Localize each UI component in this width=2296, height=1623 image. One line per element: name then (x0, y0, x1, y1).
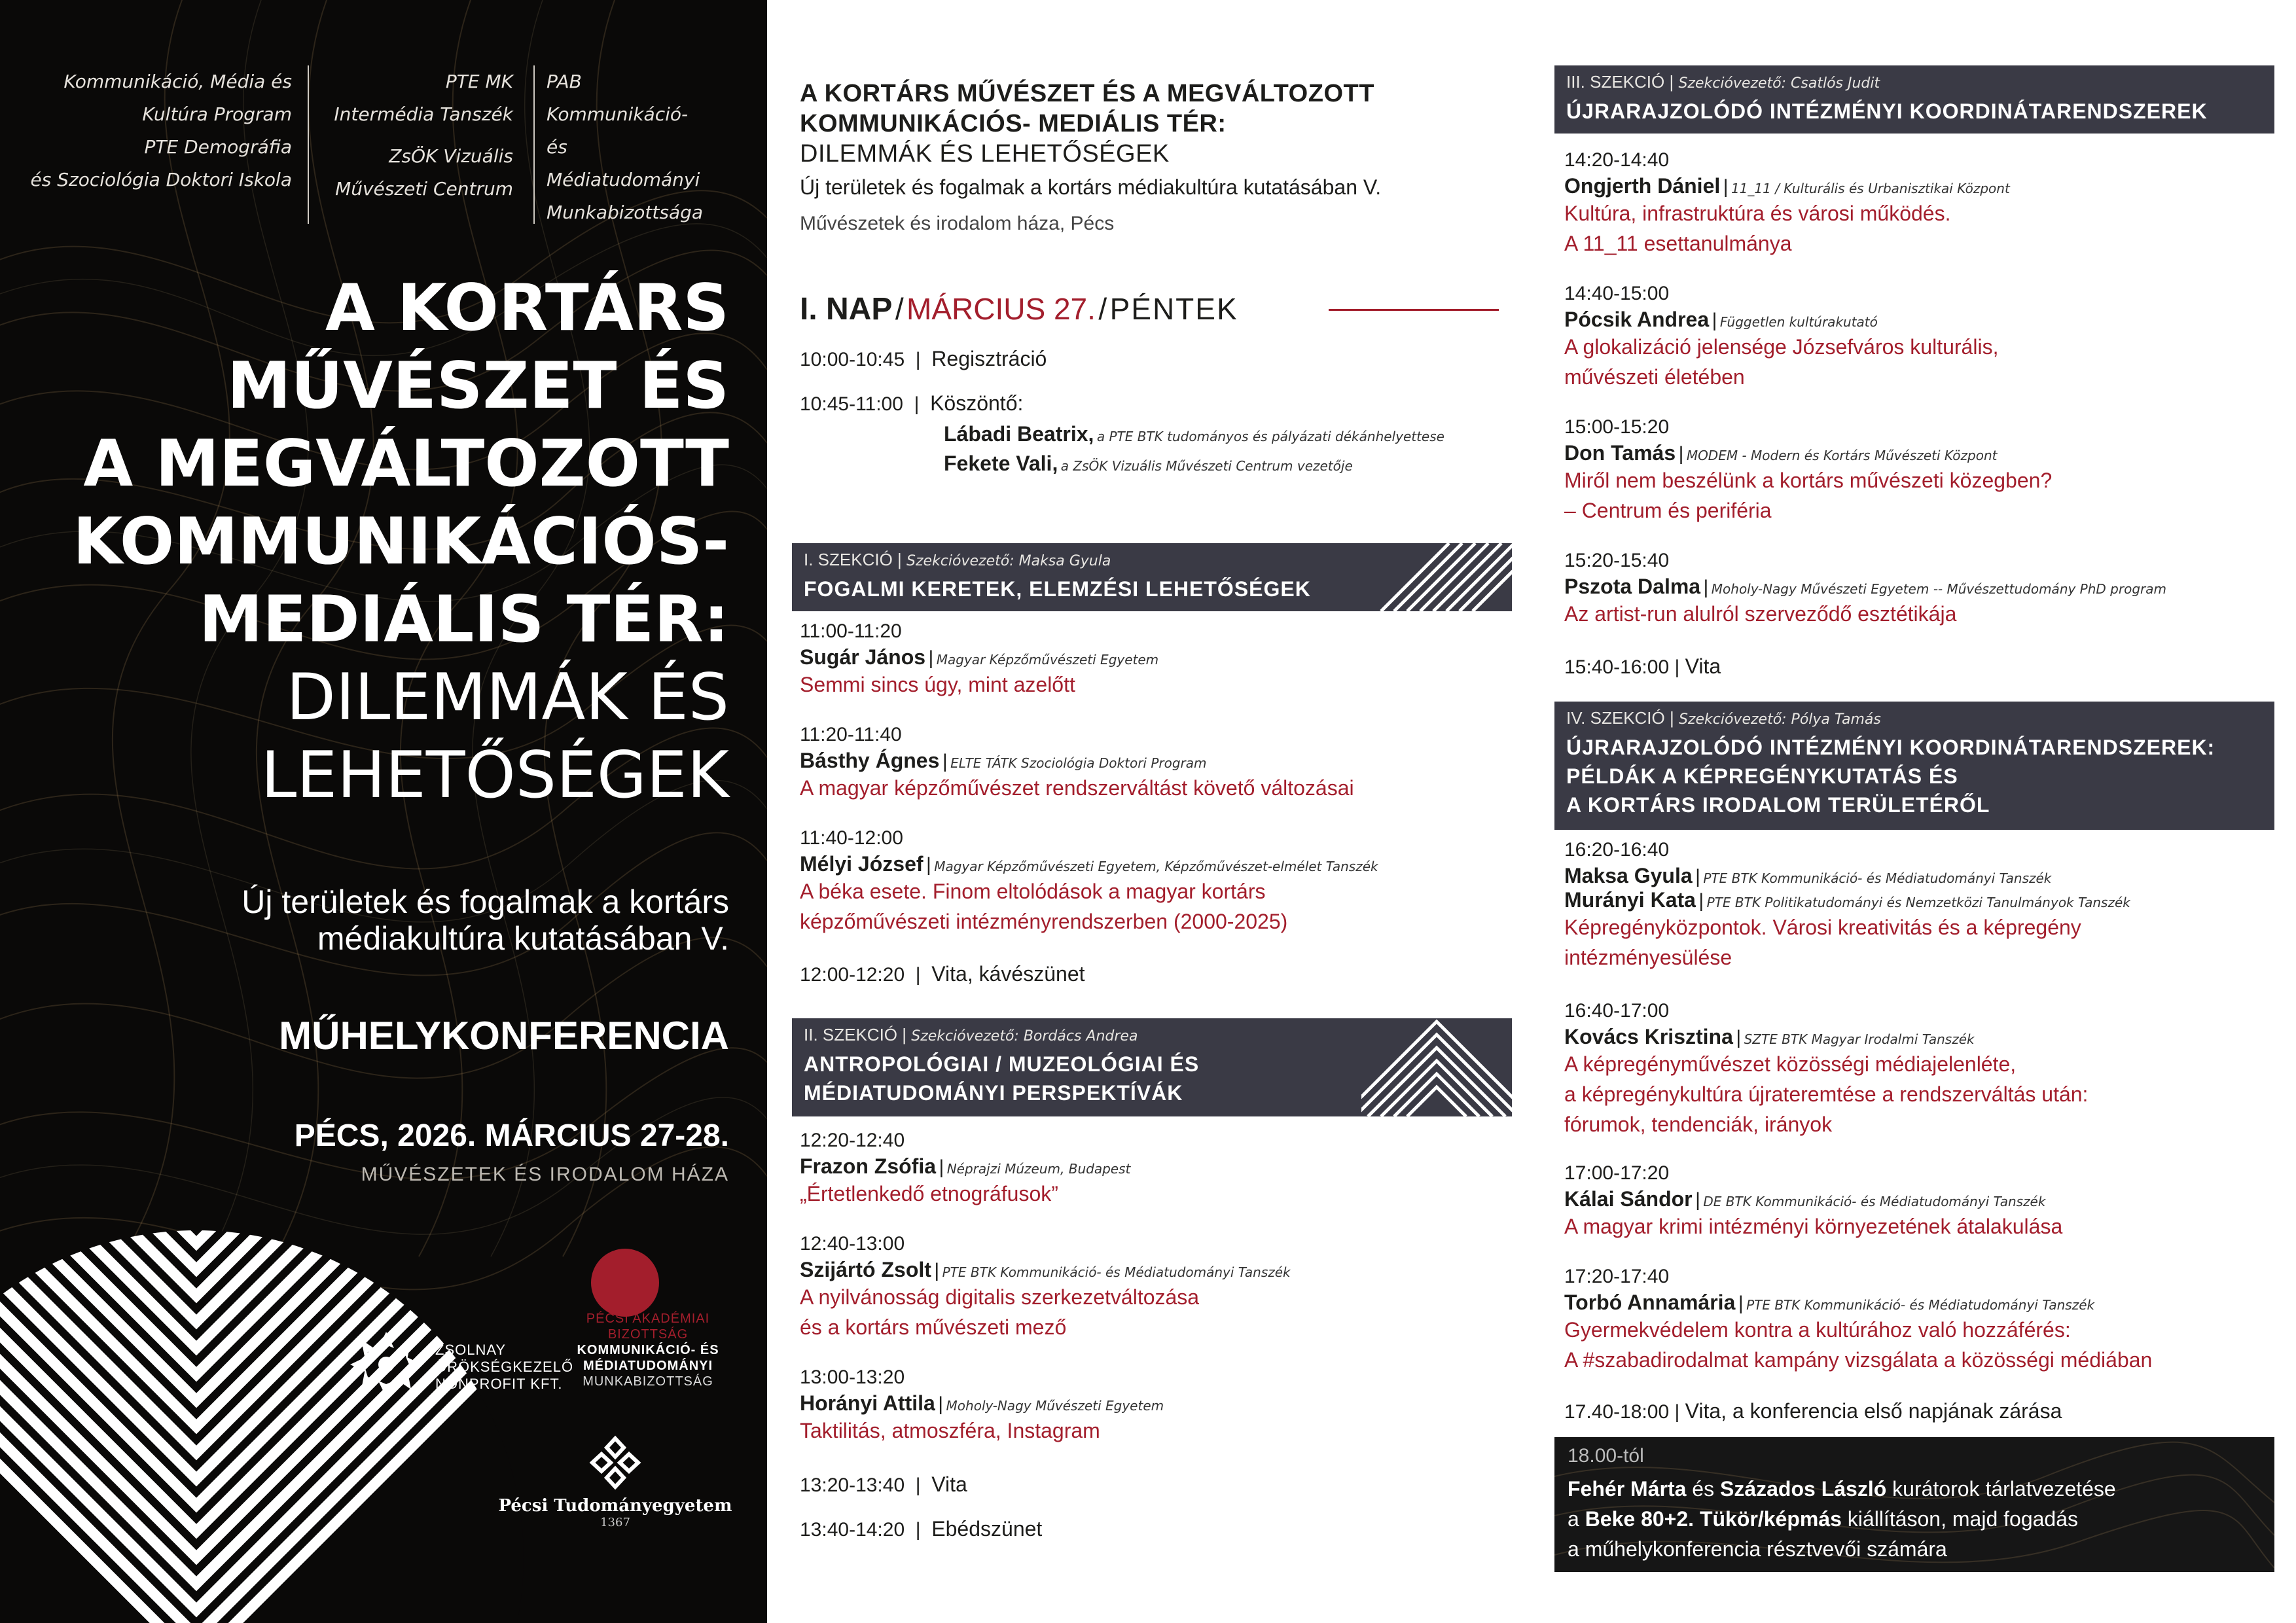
header-title-line: KOMMUNIKÁCIÓS- MEDIÁLIS TÉR: (800, 110, 1227, 137)
curator-name: Fehér Márta (1568, 1477, 1687, 1501)
section-title: A KORTÁRS IRODALOM TERÜLETÉRŐL (1566, 793, 1990, 817)
slot-text: Vita, a konferencia első napjának zárása (1685, 1399, 2062, 1423)
time-slot: 17:00-17:20 (1564, 1162, 1670, 1184)
talk-title: Kultúra, infrastruktúra és városi működés. (1564, 202, 1951, 225)
section-title: ÚJRARAJZOLÓDÓ INTÉZMÉNYI KOORDINÁTARENDSZEREK: (1566, 736, 2215, 759)
org-line: Kultúra Program (142, 103, 292, 125)
talk-title: Gyermekvédelem kontra a kultúrához való hozzáférés: (1564, 1318, 2071, 1342)
time-slot: 11:40-12:00 (800, 827, 903, 849)
evening-text-part: kiállításon, majd fogadás (1841, 1507, 2078, 1531)
talk-title: művészeti életében (1564, 365, 1745, 389)
section-label: IV. SZEKCIÓ (1566, 708, 1665, 728)
speaker-affiliation: Moholy-Nagy Művészeti Egyetem -- Művészettudomány PhD program (1711, 581, 2166, 597)
speaker-name: Básthy Ágnes (800, 749, 940, 772)
speaker-name: Lábadi Beatrix, (944, 422, 1094, 446)
talk-entry: 12:20-12:40 Frazon Zsófia | Néprajzi Múzeum, Budapest „Értetlenkedő etnográfusok” (800, 1130, 1130, 1209)
talk-entry: 17:20-17:40 Torbó Annamária | PTE BTK Kommunikáció- és Médiatudományi Tanszék Gyermekvédelem kontra a kultúrához való hozzáférés: A #szabadirodalmat kampány vizsgálata a közösségi médiában (1564, 1266, 2152, 1375)
org-line: PTE MK (445, 71, 513, 92)
time-slot: 13:00-13:20 (800, 1366, 905, 1388)
organizer-pab (547, 65, 723, 229)
poster-title-line: MŰVÉSZET ÉS (227, 349, 729, 423)
event-dates: PÉCS, 2026. MÁRCIUS 27-28. (294, 1118, 729, 1153)
organizer-kmk-program (0, 65, 292, 196)
time-slot: 11:00-11:20 (800, 620, 902, 642)
pte-logo (497, 1433, 733, 1529)
pab-circle-icon (589, 1247, 661, 1319)
evening-text-part: kurátorok tárlatvezetése (1886, 1477, 2116, 1501)
poster-title (9, 270, 729, 815)
header-venue: Művészetek és irodalom háza, Pécs (800, 213, 1115, 234)
talk-title: A glokalizáció jelensége Józsefváros kulturális, (1564, 335, 1999, 359)
org-line: PAB Kommunikáció- (547, 71, 689, 125)
talk-title: A magyar képzőművészet rendszerváltást követő változásai (800, 776, 1354, 800)
section-chair: Szekcióvezető: Bordács Andrea (911, 1028, 1138, 1044)
schedule-row: 17.40-18:00 | Vita, a konferencia első napjának zárása (1564, 1399, 2062, 1423)
schedule-row: 12:00-12:20 | Vita, kávészünet (800, 962, 1085, 986)
poster-title-line: A KORTÁRS (325, 271, 729, 346)
day-rule (1329, 309, 1499, 311)
talk-title: „Értetlenkedő etnográfusok” (800, 1182, 1058, 1205)
logo-text: NONPROFIT KFT. (435, 1376, 563, 1392)
slot-text: Vita, kávészünet (931, 962, 1085, 986)
header-title-light: DILEMMÁK ÉS LEHETŐSÉGEK (800, 140, 1170, 168)
header-subtitle: Új területek és fogalmak a kortárs médiakultúra kutatásában V. (800, 175, 1382, 199)
section-title: PÉLDÁK A KÉPREGÉNYKUTATÁS ÉS (1566, 764, 1958, 788)
speaker-name: Horányi Attila (800, 1391, 935, 1415)
section-label: III. SZEKCIÓ (1566, 72, 1665, 92)
poster-title-line: MEDIÁLIS TÉR: (198, 582, 729, 657)
organizer-pte-mk (321, 65, 513, 205)
evening-time: 18.00-tól (1568, 1445, 1644, 1467)
talk-title: A magyar krimi intézményi környezetének átalakulása (1564, 1215, 2063, 1238)
logo-text: ZSOLNAY (435, 1342, 507, 1358)
time-slot: 14:40-15:00 (1564, 283, 1670, 304)
logo-text: PÉCSI AKADÉMIAI (586, 1311, 710, 1326)
section-label: II. SZEKCIÓ (804, 1025, 898, 1044)
speaker-affiliation: PTE BTK Kommunikáció- és Médiatudományi Tanszék (942, 1264, 1291, 1280)
speaker-name: Ongjerth Dániel (1564, 174, 1721, 198)
schedule-row: 13:40-14:20 | Ebédszünet (800, 1517, 1043, 1541)
org-line: és Médiatudományi (547, 136, 700, 190)
workshop-label: MŰHELYKONFERENCIA (279, 1014, 729, 1058)
day-date: MÁRCIUS 27. (906, 292, 1096, 326)
greeter-row (944, 422, 1444, 446)
talk-title: A béka esete. Finom eltolódások a magyar kortárs (800, 880, 1266, 903)
time-slot: 14:20-14:40 (1564, 149, 1670, 171)
poster-title-line: DILEMMÁK ÉS (286, 660, 729, 735)
section-label: I. SZEKCIÓ (804, 550, 893, 569)
poster-title-line: A MEGVÁLTOZOTT (83, 427, 729, 501)
time-slot: 12:20-12:40 (800, 1130, 905, 1151)
section-3-bar: III. SZEKCIÓ | Szekcióvezető: Csatlós Judit ÚJRARAJZOLÓDÓ INTÉZMÉNYI KOORDINÁTARENDSZEREK (1554, 65, 2274, 134)
speaker-affiliation: ELTE TÁTK Szociológia Doktori Program (950, 755, 1207, 771)
talk-title: intézményesülése (1564, 946, 1732, 969)
talk-title: képzőművészeti intézményrendszerben (2000-2025) (800, 910, 1288, 933)
speaker-affiliation: SZTE BTK Magyar Irodalmi Tanszék (1744, 1031, 1975, 1047)
evening-text-part: a (1568, 1507, 1585, 1531)
slot-text: Regisztráció (931, 347, 1047, 370)
time-slot: 17.40-18:00 (1564, 1401, 1670, 1423)
logo-text: 1367 (600, 1516, 630, 1529)
talk-title: a képregénykultúra újrateremtése a rendszerváltás után: (1564, 1082, 2089, 1106)
poster-subtitle (242, 883, 729, 957)
logo-text: BIZOTTSÁG (607, 1327, 689, 1342)
org-line: Művészeti Centrum (335, 178, 513, 200)
talk-title: Taktilitás, atmoszféra, Instagram (800, 1419, 1100, 1442)
section-chair: Szekcióvezető: Maksa Gyula (906, 553, 1111, 569)
speaker-name: Mélyi József (800, 852, 924, 876)
logo-text: ÖRÖKSÉGKEZELŐ (435, 1359, 574, 1375)
speaker-name: Kovács Krisztina (1564, 1025, 1733, 1048)
talk-title: – Centrum és periféria (1564, 499, 1772, 522)
speaker-affiliation: a PTE BTK tudományos és pályázati dékánhelyettese (1096, 429, 1444, 444)
speaker-affiliation: Moholy-Nagy Művészeti Egyetem (946, 1398, 1164, 1414)
time-slot: 12:40-13:00 (800, 1233, 905, 1255)
talk-title: Miről nem beszélünk a kortárs művészeti közegben? (1564, 469, 2053, 492)
org-line: ZsÖK Vizuális (389, 145, 513, 167)
speaker-affiliation: 11_11 / Kulturális és Urbanisztikai Központ (1731, 181, 2010, 196)
talk-title: A nyilvánosság digitalis szerkezetváltozása (800, 1285, 1200, 1309)
speaker-affiliation: a ZsÖK Vizuális Művészeti Centrum vezetője (1060, 458, 1353, 474)
org-divider (308, 65, 309, 224)
speaker-name: Szijártó Zsolt (800, 1258, 931, 1281)
talk-entry: 13:00-13:20 Horányi Attila | Moholy-Nagy Művészeti Egyetem Taktilitás, atmoszféra, Instagram (800, 1366, 1164, 1446)
speaker-name: Sugár János (800, 645, 926, 669)
speaker-name: Fekete Vali, (944, 452, 1058, 475)
logo-text: Pécsi Tudományegyetem (498, 1496, 732, 1516)
logo-text: MÉDIATUDOMÁNYI (583, 1359, 713, 1373)
talk-title: Semmi sincs úgy, mint azelőtt (800, 673, 1075, 696)
slot-text: Vita (931, 1472, 967, 1496)
evening-text-part: és (1686, 1477, 1720, 1501)
day-weekday: PÉNTEK (1109, 292, 1238, 326)
section-title: ÚJRARAJZOLÓDÓ INTÉZMÉNYI KOORDINÁTARENDSZEREK (1566, 99, 2208, 123)
time-slot: 10:00-10:45 (800, 349, 905, 370)
section-chair: Szekcióvezető: Pólya Tamás (1678, 711, 1881, 728)
org-divider (533, 65, 535, 224)
slot-text: Vita (1685, 654, 1721, 678)
evening-text-part: a műhelykonferencia résztvevői számára (1568, 1537, 1947, 1561)
org-line: Kommunikáció, Média és (63, 71, 292, 92)
day-separator: / (895, 292, 904, 326)
org-line: Intermédia Tanszék (334, 103, 513, 125)
day-label: I. NAP (800, 292, 893, 327)
speaker-affiliation: PTE BTK Kommunikáció- és Médiatudományi Tanszék (1703, 870, 2052, 886)
section-2-bar: II. SZEKCIÓ | Szekcióvezető: Bordács Andrea ANTROPOLÓGIAI / MUZEOLÓGIAI ÉS MÉDIATUDOMÁNYI PERSPEKTÍVÁK (792, 1018, 1512, 1116)
evening-program-box (1554, 1437, 2274, 1572)
slot-text: Ebédszünet (931, 1517, 1043, 1541)
talk-title: A képregényművészet közösségi médiajelenléte, (1564, 1052, 2017, 1076)
schedule-row: 10:00-10:45 | Regisztráció (800, 347, 1047, 370)
speaker-affiliation: Független kultúrakutató (1719, 314, 1878, 330)
time-slot: 15:00-15:20 (1564, 416, 1670, 438)
time-slot: 11:20-11:40 (800, 724, 902, 745)
zsolnay-star-icon (347, 1329, 425, 1400)
speaker-name: Don Tamás (1564, 441, 1676, 465)
greeter-row (944, 452, 1353, 476)
speaker-name: Pszota Dalma (1564, 575, 1701, 598)
section-title: ANTROPOLÓGIAI / MUZEOLÓGIAI ÉS (804, 1052, 1200, 1076)
evening-text (1568, 1474, 2116, 1564)
slot-text: Köszöntő: (930, 391, 1024, 415)
speaker-affiliation: PTE BTK Politikatudományi és Nemzetközi Tanulmányok Tanszék (1706, 895, 2130, 910)
exhibition-name: Beke 80+2. Tükör/képmás (1585, 1507, 1842, 1531)
speaker-name: Frazon Zsófia (800, 1154, 937, 1178)
speaker-name: Murányi Kata (1564, 888, 1696, 912)
talk-entry: 11:00-11:20 Sugár János | Magyar Képzőművészeti Egyetem Semmi sincs úgy, mint azelőtt (800, 620, 1158, 700)
speaker-affiliation: Magyar Képzőművészeti Egyetem, Képzőművészet-elmélet Tanszék (934, 859, 1378, 874)
talk-entry: 11:20-11:40 Básthy Ágnes | ELTE TÁTK Szociológia Doktori Program A magyar képzőművészet rendszerváltást követő változásai (800, 724, 1354, 803)
speaker-affiliation: DE BTK Kommunikáció- és Médiatudományi Tanszék (1703, 1194, 2046, 1209)
stripes-decoration-icon (1368, 543, 1512, 611)
section-4-bar: IV. SZEKCIÓ | Szekcióvezető: Pólya Tamás ÚJRARAJZOLÓDÓ INTÉZMÉNYI KOORDINÁTARENDSZEREK: PÉLDÁK A KÉPREGÉNYKUTATÁS ÉS A KORTÁRS IRODALOM TERÜLETÉRŐL (1554, 702, 2274, 830)
talk-entry: 15:00-15:20 Don Tamás | MODEM - Modern és Kortárs Művészeti Központ Miről nem beszélünk a kortárs művészeti közegben? – Centrum és periféria (1564, 416, 2052, 526)
talk-title: Az artist-run alulról szerveződő esztétikája (1564, 602, 1957, 626)
org-line: Munkabizottsága (547, 202, 704, 223)
talk-entry: 16:20-16:40 Maksa Gyula | PTE BTK Kommunikáció- és Médiatudományi Tanszék Murányi Kata | PTE BTK Politikatudományi és Nemzetközi Tanulmányok Tanszék Képregényközpontok. Városi kreativitás és a képregény intézményesülése (1564, 839, 2130, 972)
speaker-name: Kálai Sándor (1564, 1187, 1693, 1211)
logo-text: KOMMUNIKÁCIÓ- ÉS (577, 1343, 719, 1357)
time-slot: 16:40-17:00 (1564, 1000, 1670, 1022)
pte-emblem-icon (586, 1433, 645, 1492)
chevron-stripes-decoration-icon (1361, 1018, 1512, 1116)
speaker-affiliation: PTE BTK Kommunikáció- és Médiatudományi Tanszék (1746, 1297, 2095, 1313)
section-1-bar: I. SZEKCIÓ | Szekcióvezető: Maksa Gyula FOGALMI KERETEK, ELEMZÉSI LEHETŐSÉGEK (792, 543, 1512, 611)
day-heading (800, 291, 1238, 327)
talk-entry: 14:20-14:40 Ongjerth Dániel | 11_11 / Kulturális és Urbanisztikai Központ Kultúra, infrastruktúra és városi működés. A 11_11 esettanulmánya (1564, 149, 2010, 259)
talk-title: Képregényközpontok. Városi kreativitás és a képregény (1564, 916, 2081, 939)
time-slot: 13:40-14:20 (800, 1519, 905, 1541)
time-slot: 15:20-15:40 (1564, 550, 1670, 571)
talk-entry: 11:40-12:00 Mélyi József | Magyar Képzőművészeti Egyetem, Képzőművészet-elmélet Tanszék A béka esete. Finom eltolódások a magyar kortárs képzőművészeti intézményrendszerben (2000-2025) (800, 827, 1378, 936)
logo-text: MUNKABIZOTTSÁG (583, 1374, 713, 1389)
talk-title: A 11_11 esettanulmánya (1564, 232, 1792, 255)
poster-title-line: LEHETŐSÉGEK (260, 738, 729, 813)
curator-name: Százados László (1719, 1477, 1887, 1501)
talk-entry: 12:40-13:00 Szijártó Zsolt | PTE BTK Kommunikáció- és Médiatudományi Tanszék A nyilvánosság digitalis szerkezetváltozása és a kortárs művészeti mező (800, 1233, 1291, 1342)
speaker-affiliation: Néprajzi Múzeum, Budapest (946, 1161, 1131, 1177)
talk-title: és a kortárs művészeti mező (800, 1315, 1067, 1339)
section-title: MÉDIATUDOMÁNYI PERSPEKTÍVÁK (804, 1081, 1183, 1105)
talk-title: fórumok, tendenciák, irányok (1564, 1113, 1833, 1136)
time-slot: 17:20-17:40 (1564, 1266, 1670, 1287)
schedule-row: 10:45-11:00 | Köszöntő: (800, 391, 1024, 415)
section-chair: Szekcióvezető: Csatlós Judit (1678, 75, 1880, 92)
talk-title: A #szabadirodalmat kampány vizsgálata a közösségi médiában (1564, 1348, 2153, 1372)
header-title-line: A KORTÁRS MŰVÉSZET ÉS A MEGVÁLTOZOTT (800, 80, 1374, 107)
time-slot: 13:20-13:40 (800, 1474, 905, 1496)
schedule-row: 15:40-16:00 | Vita (1564, 654, 1721, 678)
speaker-affiliation: MODEM - Modern és Kortárs Művészeti Központ (1686, 448, 1998, 463)
talk-entry: 15:20-15:40 Pszota Dalma | Moholy-Nagy Művészeti Egyetem -- Művészettudomány PhD program Az artist-run alulról szerveződő esztétikája (1564, 550, 2166, 629)
program-header (800, 79, 1520, 235)
schedule-row: 13:20-13:40 | Vita (800, 1472, 967, 1496)
speaker-affiliation: Magyar Képzőművészeti Egyetem (936, 652, 1159, 668)
time-slot: 12:00-12:20 (800, 964, 905, 986)
day-separator: / (1098, 292, 1107, 326)
time-slot: 15:40-16:00 (1564, 656, 1670, 678)
poster-title-line: KOMMUNIKÁCIÓS- (73, 505, 729, 579)
speaker-name: Maksa Gyula (1564, 864, 1693, 887)
poster-panel (0, 0, 767, 1623)
speaker-name: Torbó Annamária (1564, 1291, 1736, 1314)
talk-entry: 14:40-15:00 Pócsik Andrea | Független kultúrakutató A glokalizáció jelensége Józsefváros kulturális, művészeti életében (1564, 283, 1998, 392)
org-line: PTE Demográfia (144, 136, 292, 158)
talk-entry: 17:00-17:20 Kálai Sándor | DE BTK Kommunikáció- és Médiatudományi Tanszék A magyar krimi intézményi környezetének átalakulása (1564, 1162, 2062, 1241)
event-venue: MŰVÉSZETEK ÉS IRODALOM HÁZA (361, 1164, 729, 1185)
speaker-name: Pócsik Andrea (1564, 308, 1710, 331)
section-title: FOGALMI KERETEK, ELEMZÉSI LEHETŐSÉGEK (804, 577, 1311, 601)
time-slot: 10:45-11:00 (800, 393, 903, 415)
poster-subtitle-line: médiakultúra kutatásában V. (317, 920, 729, 957)
time-slot: 16:20-16:40 (1564, 839, 1670, 861)
talk-entry: 16:40-17:00 Kovács Krisztina | SZTE BTK Magyar Irodalmi Tanszék A képregényművészet közösségi médiajelenléte, a képregénykultúra újrateremtése a rendszerváltás után: fórumok, tendenciák, irányok (1564, 1000, 2088, 1139)
poster-subtitle-line: Új területek és fogalmak a kortárs (242, 883, 729, 920)
org-line: és Szociológia Doktori Iskola (30, 169, 292, 190)
